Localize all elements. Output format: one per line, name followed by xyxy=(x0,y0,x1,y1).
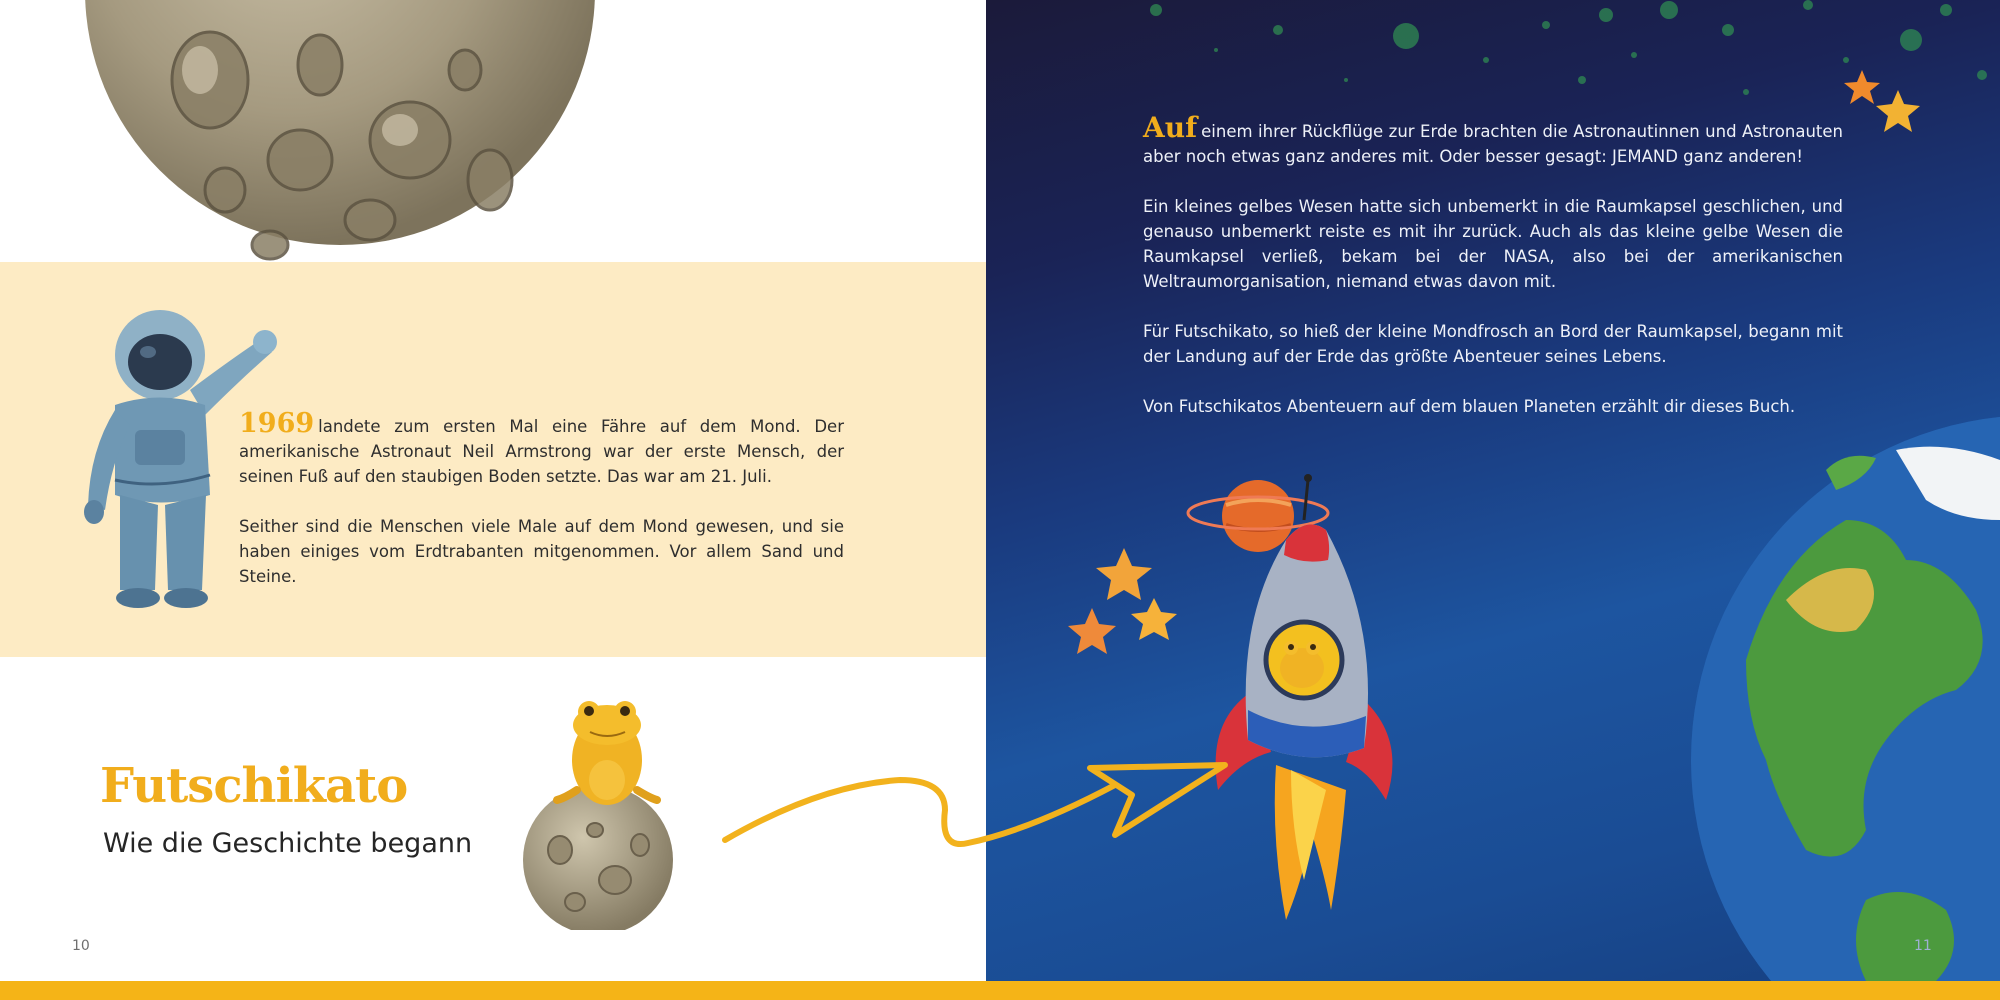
intro-year: 1969 xyxy=(239,408,315,439)
star-icon xyxy=(1068,548,1177,654)
story-text xyxy=(1143,111,1843,444)
intro-paragraph-1-text: landete zum ersten Mal eine Fähre auf dem Mond. Der amerikanische Astronaut Neil Armstrong war der erste Mensch, der seinen Fuß auf den staubigen Boden setzte. Das war am 21. Juli. xyxy=(239,417,844,486)
arrow-illustration xyxy=(700,740,1240,870)
book-subtitle: Wie die Geschichte begann xyxy=(103,828,473,859)
intro-paragraph-2: Seither sind die Menschen viele Male auf dem Mond gewesen, und sie haben einiges vom Erdtrabanten mitgenommen. Vor allem Sand und Steine. xyxy=(239,517,844,586)
story-lead-word: Auf xyxy=(1143,111,1198,144)
page-number-left: 10 xyxy=(72,938,90,954)
page-number-right: 11 xyxy=(1914,938,1932,954)
story-paragraph-1 xyxy=(1143,111,1843,169)
story-paragraph-1-text: einem ihrer Rückflüge zur Erde brachten die Astronautinnen und Astronauten aber noch etwas ganz anderes mit. Oder besser gesagt: JEMAND ganz anderen! xyxy=(1143,122,1843,166)
intro-text xyxy=(239,408,844,614)
earth-illustration xyxy=(1691,415,2000,981)
story-paragraph-4: Von Futschikatos Abenteuern auf dem blauen Planeten erzählt dir dieses Buch. xyxy=(1143,397,1796,416)
moon-illustration xyxy=(40,0,600,290)
footer-bar xyxy=(0,981,2000,1000)
frog-on-moon-illustration xyxy=(495,680,695,930)
story-paragraph-3: Für Futschikato, so hieß der kleine Mondfrosch an Bord der Raumkapsel, begann mit der Landung auf der Erde das größte Abenteuer seines Lebens. xyxy=(1143,322,1843,366)
story-paragraph-2: Ein kleines gelbes Wesen hatte sich unbemerkt in die Raumkapsel geschlichen, und genauso unbemerkt reiste es mit ihr zurück. Auch als das kleine gelbe Wesen die Raumkapsel verließ, bekam bei der NASA, also bei der amerikanischen Weltraumorganisation, niemand etwas davon mit. xyxy=(1143,197,1843,291)
book-title: Futschikato xyxy=(100,758,408,814)
star-icon xyxy=(1844,70,1920,132)
intro-paragraph-1 xyxy=(239,408,844,489)
